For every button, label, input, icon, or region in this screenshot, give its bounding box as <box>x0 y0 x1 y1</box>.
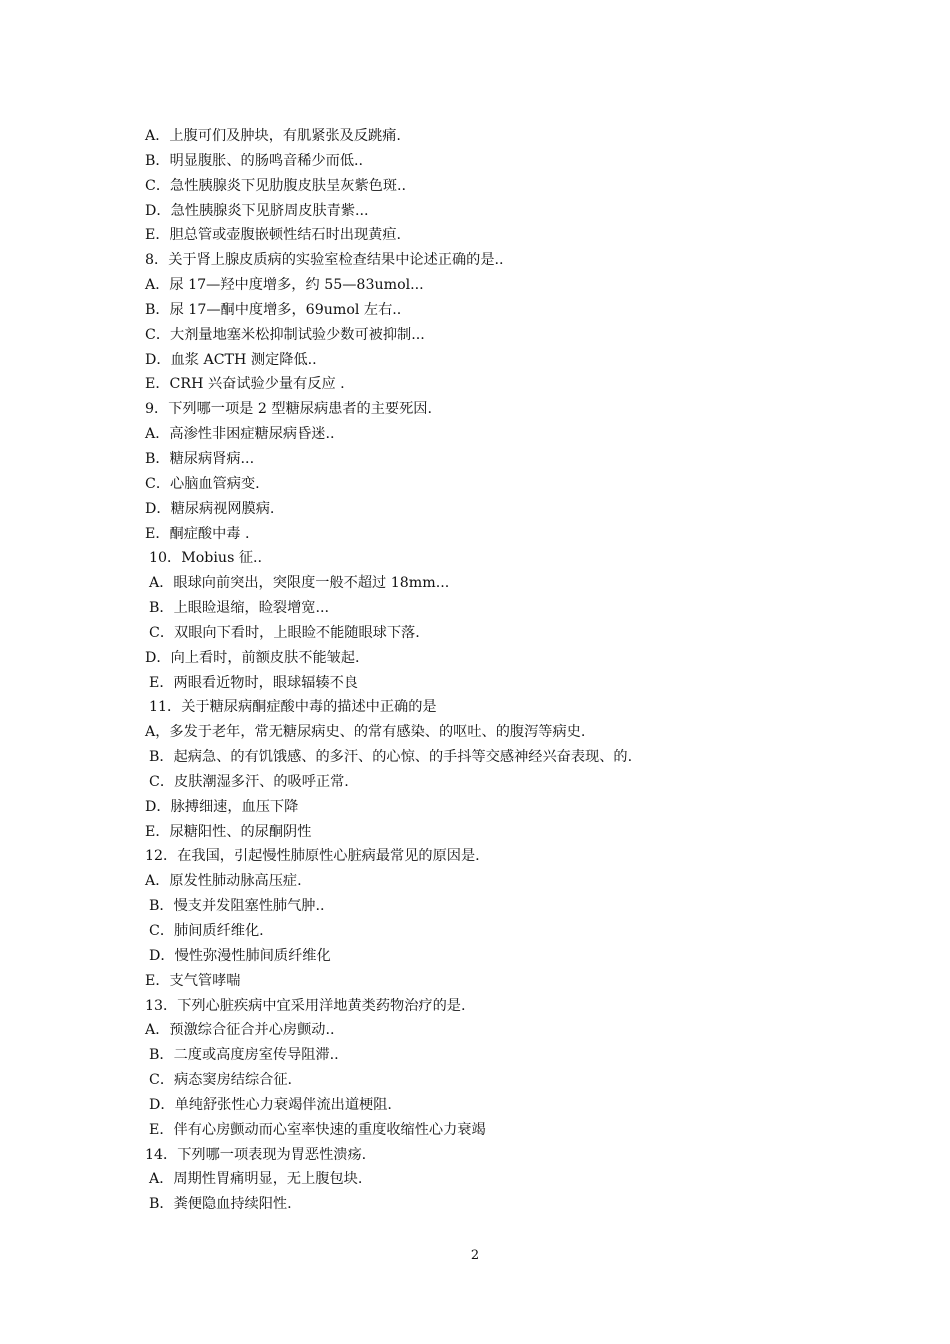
answer-option: C．大剂量地塞米松抑制试验少数可被抑制... <box>145 326 425 343</box>
answer-option: B．慢支并发阻塞性肺气肿.. <box>149 898 325 915</box>
answer-option: B．尿 17—酮中度增多，69umol 左右.. <box>145 301 402 318</box>
answer-option: A．尿 17—羟中度增多，约 55—83umol... <box>145 277 424 294</box>
answer-option: B．上眼睑退缩，睑裂增宽... <box>149 600 330 617</box>
answer-option: C．双眼向下看时，上眼睑不能随眼球下落. <box>149 624 420 641</box>
answer-option: B．二度或高度房室传导阻滞.. <box>149 1047 339 1064</box>
answer-option: B．起病急、的有饥饿感、的多汗、的心惊、的手抖等交感神经兴奋表现、的. <box>149 749 633 766</box>
question-heading: 12．在我国，引起慢性肺原性心脏病最常见的原因是. <box>145 848 480 865</box>
answer-option: D．单纯舒张性心力衰竭伴流出道梗阻. <box>149 1096 392 1113</box>
answer-option: A．眼球向前突出，突限度一般不超过 18mm... <box>149 575 450 592</box>
answer-option: C．肺间质纤维化. <box>149 923 264 939</box>
question-heading: 8．关于肾上腺皮质病的实验室检查结果中论述正确的是.. <box>145 252 504 269</box>
answer-option: D．慢性弥漫性肺间质纤维化 <box>149 947 331 964</box>
answer-option: B．糖尿病肾病... <box>145 450 255 467</box>
text-line: A．上腹可们及肿块，有肌紧张及反跳痛. <box>145 128 401 144</box>
answer-option: E．伴有心房颤动而心室率快速的重度收缩性心力衰竭 <box>149 1121 486 1138</box>
answer-option: D．向上看时，前额皮肤不能皱起. <box>145 649 360 666</box>
page-number: 2 <box>470 1248 480 1263</box>
question-text-block <box>0 124 950 1217</box>
answer-option: C．皮肤潮湿多汗、的吸呼正常. <box>149 773 349 790</box>
answer-option: A．周期性胃痛明显，无上腹包块. <box>149 1171 363 1188</box>
answer-option: A．预激综合征合并心房颤动.. <box>145 1022 335 1039</box>
answer-option: D．脉搏细速，血压下降 <box>145 798 299 815</box>
question-heading: 13．下列心脏疾病中宜采用洋地黄类药物治疗的是. <box>145 997 466 1014</box>
text-line: E．胆总管或壶腹嵌顿性结石时出现黄疸. <box>145 227 402 244</box>
question-heading: 9．下列哪一项是 2 型糖尿病患者的主要死因. <box>145 401 432 418</box>
answer-option: E．支气管哮喘 <box>145 972 241 989</box>
text-line: B．明显腹胀、的肠鸣音稀少而低.. <box>145 152 364 169</box>
answer-option: D．糖尿病视网膜病. <box>145 500 275 517</box>
answer-option: C．病态窦房结综合征. <box>149 1072 293 1089</box>
question-heading: 11．关于糖尿病酮症酸中毒的描述中正确的是 <box>149 699 437 716</box>
answer-option: A．原发性肺动脉高压症. <box>145 873 302 890</box>
answer-option: E．CRH 兴奋试验少量有反应 . <box>145 376 345 393</box>
answer-option: A，多发于老年，常无糖尿病史、的常有感染、的呕吐、的腹泻等病史. <box>145 724 586 741</box>
question-heading: 10．Mobius 征.. <box>149 550 263 567</box>
answer-option: E．酮症酸中毒 . <box>145 525 250 542</box>
text-line: D．急性胰腺炎下见脐周皮肤青紫... <box>145 202 369 219</box>
text-line: C．急性胰腺炎下见肋腹皮肤呈灰紫色斑.. <box>145 177 407 194</box>
answer-option: D．血浆 ACTH 测定降低.. <box>145 351 317 368</box>
answer-option: B．粪便隐血持续阳性. <box>149 1196 292 1213</box>
answer-option: C．心脑血管病变. <box>145 475 260 492</box>
question-heading: 14．下列哪一项表现为胃恶性溃疡. <box>145 1146 367 1163</box>
answer-option: E．两眼看近物时，眼球辐辏不良 <box>149 674 358 691</box>
answer-option: A．高渗性非困症糖尿病昏迷.. <box>145 426 335 443</box>
answer-option: E．尿糖阳性、的尿酮阴性 <box>145 823 312 840</box>
